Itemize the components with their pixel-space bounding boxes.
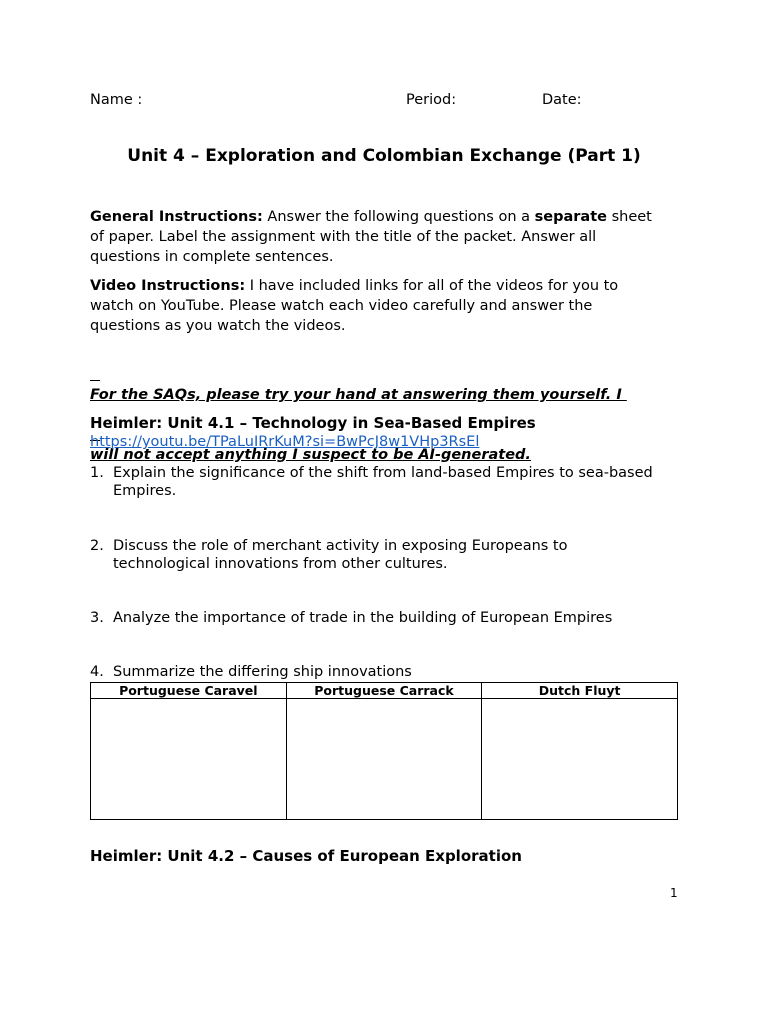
video-link-4-1[interactable]: https://youtu.be/TPaLuIRrKuM?si=BwPcJ8w1VHp3RsEl: [90, 434, 480, 450]
separate-emphasis: separate: [534, 209, 607, 225]
question-text-line1: Discuss the role of merchant activity in exposing Europeans to: [113, 538, 568, 554]
name-label: Name :: [90, 92, 143, 108]
question-number: 3.: [90, 610, 104, 626]
general-instructions-line1: [90, 207, 690, 227]
question-text: [113, 464, 688, 500]
question-text: [113, 609, 688, 627]
section-heading-4-1: Heimler: Unit 4.1 – Technology in Sea-Based Empires: [90, 414, 536, 432]
question-text: [113, 537, 688, 573]
general-instructions-line2: of paper. Label the assignment with the title of the packet. Answer all: [90, 229, 597, 245]
general-instructions: [90, 207, 690, 267]
column-header-fluyt: Dutch Fluyt: [482, 683, 678, 699]
column-header-caravel: Portuguese Caravel: [91, 683, 287, 699]
page-number: 1: [670, 886, 678, 900]
video-instructions-line1: [90, 276, 690, 296]
general-instructions-line3: questions in complete sentences.: [90, 249, 334, 265]
question-text: [113, 663, 688, 681]
question-text-line2: Empires.: [113, 483, 177, 499]
date-label: Date:: [542, 92, 582, 108]
table-header-row: [91, 683, 678, 699]
general-instructions-sheet: sheet: [606, 209, 652, 225]
video-instructions-text: I have included links for all of the videos for you to: [245, 278, 619, 294]
question-text-line1: Summarize the differing ship innovations: [113, 664, 412, 680]
answer-cell-carrack[interactable]: [286, 699, 482, 820]
video-instructions: [90, 276, 690, 336]
answer-cell-caravel[interactable]: [91, 699, 287, 820]
question-text-line2: technological innovations from other cultures.: [113, 556, 448, 572]
table-row: [91, 699, 678, 820]
saq-warning-line2: will not accept anything I suspect to be AI-generated.: [90, 447, 531, 463]
question-text-line1: Explain the significance of the shift from land-based Empires to sea-based: [113, 465, 653, 481]
section-heading-4-2: Heimler: Unit 4.2 – Causes of European Exploration: [90, 847, 522, 865]
answer-cell-fluyt[interactable]: [482, 699, 678, 820]
question-number: 2.: [90, 538, 104, 554]
question-number: 4.: [90, 664, 104, 680]
general-instructions-label: General Instructions:: [90, 209, 263, 225]
video-instructions-line2: watch on YouTube. Please watch each video carefully and answer the: [90, 298, 593, 314]
question-number: 1.: [90, 465, 104, 481]
period-label: Period:: [406, 92, 457, 108]
column-header-carrack: Portuguese Carrack: [286, 683, 482, 699]
video-instructions-line3: questions as you watch the videos.: [90, 318, 346, 334]
general-instructions-text: Answer the following questions on a: [262, 209, 535, 225]
saq-warning-line1: For the SAQs, please try your hand at answering them yourself. I: [90, 387, 627, 403]
video-instructions-label: Video Instructions:: [90, 278, 246, 294]
ship-innovations-table: [90, 682, 678, 820]
question-text-line1: Analyze the importance of trade in the building of European Empires: [113, 610, 613, 626]
document-title: Unit 4 – Exploration and Colombian Exchange (Part 1): [127, 146, 641, 166]
